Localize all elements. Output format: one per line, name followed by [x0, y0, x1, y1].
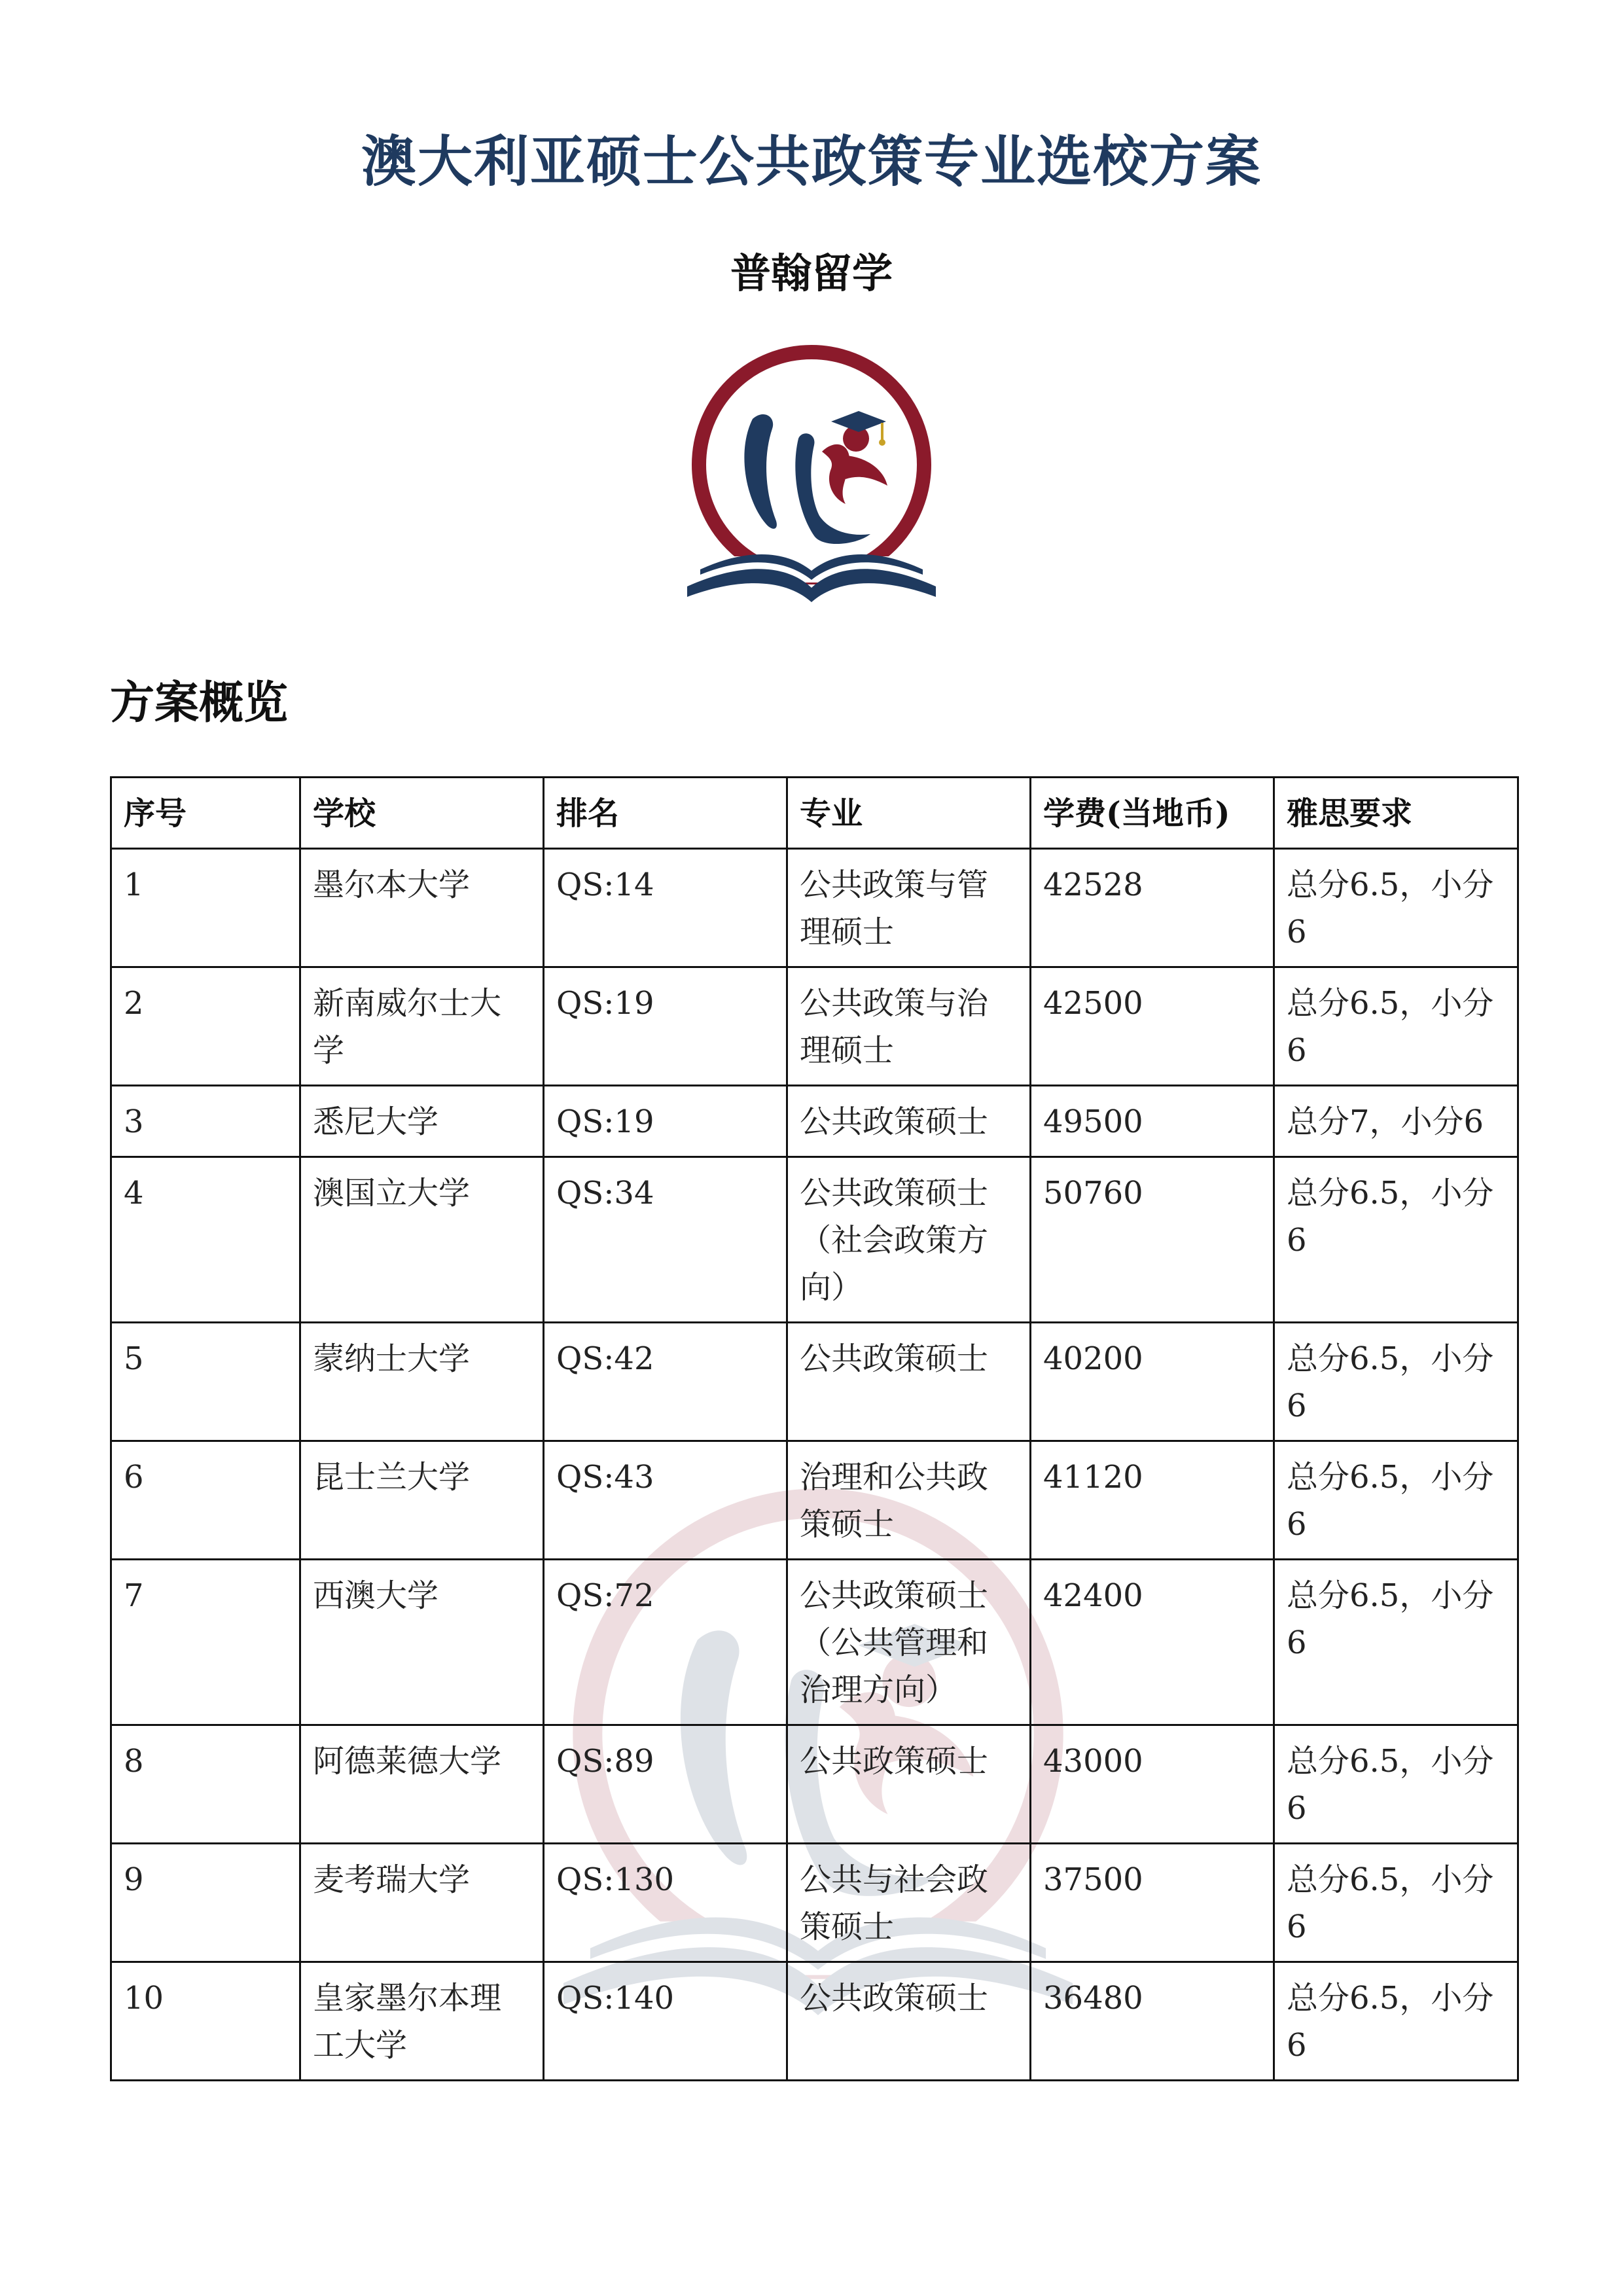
- cell-index: 5: [111, 1323, 300, 1441]
- cell-major: 公共政策硕士（社会政策方向）: [787, 1157, 1031, 1323]
- cell-ranking: QS:19: [544, 967, 787, 1086]
- cell-tuition: 42528: [1031, 849, 1274, 967]
- cell-index: 8: [111, 1725, 300, 1844]
- table-row: [111, 1844, 1518, 1962]
- cell-school: 西澳大学: [300, 1560, 544, 1725]
- cell-major: 公共政策硕士: [787, 1962, 1031, 2081]
- cell-index: 9: [111, 1844, 300, 1962]
- cell-ielts: 总分6.5，小分6: [1274, 1844, 1518, 1962]
- cell-index: 2: [111, 967, 300, 1086]
- header-ielts: 雅思要求: [1274, 778, 1518, 849]
- header-major: 专业: [787, 778, 1031, 849]
- cell-ranking: QS:19: [544, 1086, 787, 1157]
- cell-major: 公共政策硕士: [787, 1323, 1031, 1441]
- cell-index: 7: [111, 1560, 300, 1725]
- cell-school: 皇家墨尔本理工大学: [300, 1962, 544, 2081]
- cell-school: 阿德莱德大学: [300, 1725, 544, 1844]
- table-row: [111, 1086, 1518, 1157]
- cell-tuition: 37500: [1031, 1844, 1274, 1962]
- cell-tuition: 36480: [1031, 1962, 1274, 2081]
- table-row: [111, 1441, 1518, 1560]
- cell-major: 治理和公共政策硕士: [787, 1441, 1031, 1560]
- cell-major: 公共政策硕士: [787, 1725, 1031, 1844]
- school-logo-icon: [674, 340, 949, 615]
- table-row: [111, 849, 1518, 967]
- cell-school: 墨尔本大学: [300, 849, 544, 967]
- cell-ielts: 总分6.5，小分6: [1274, 1560, 1518, 1725]
- cell-tuition: 42500: [1031, 967, 1274, 1086]
- header-tuition: 学费(当地币): [1031, 778, 1274, 849]
- table-row: [111, 1560, 1518, 1725]
- cell-ielts: 总分7，小分6: [1274, 1086, 1518, 1157]
- cell-school: 新南威尔士大学: [300, 967, 544, 1086]
- table-row: [111, 1157, 1518, 1323]
- cell-ranking: QS:34: [544, 1157, 787, 1323]
- table-row: [111, 1962, 1518, 2081]
- cell-tuition: 49500: [1031, 1086, 1274, 1157]
- cell-school: 悉尼大学: [300, 1086, 544, 1157]
- cell-index: 10: [111, 1962, 300, 2081]
- cell-ielts: 总分6.5，小分6: [1274, 1962, 1518, 2081]
- header-school: 学校: [300, 778, 544, 849]
- cell-tuition: 43000: [1031, 1725, 1274, 1844]
- cell-major: 公共政策硕士: [787, 1086, 1031, 1157]
- cell-tuition: 40200: [1031, 1323, 1274, 1441]
- table-row: [111, 1725, 1518, 1844]
- cell-school: 昆士兰大学: [300, 1441, 544, 1560]
- cell-major: 公共政策与治理硕士: [787, 967, 1031, 1086]
- cell-ranking: QS:130: [544, 1844, 787, 1962]
- cell-ielts: 总分6.5，小分6: [1274, 967, 1518, 1086]
- cell-school: 蒙纳士大学: [300, 1323, 544, 1441]
- cell-index: 4: [111, 1157, 300, 1323]
- cell-tuition: 41120: [1031, 1441, 1274, 1560]
- table-header-row: [111, 778, 1518, 849]
- header-ranking: 排名: [544, 778, 787, 849]
- document-subtitle: 普翰留学: [730, 249, 893, 297]
- cell-ranking: QS:140: [544, 1962, 787, 2081]
- cell-ranking: QS:72: [544, 1560, 787, 1725]
- cell-ielts: 总分6.5，小分6: [1274, 1725, 1518, 1844]
- cell-ranking: QS:43: [544, 1441, 787, 1560]
- document-title: 澳大利亚硕士公共政策专业选校方案: [361, 129, 1262, 194]
- cell-ranking: QS:42: [544, 1323, 787, 1441]
- cell-major: 公共政策与管理硕士: [787, 849, 1031, 967]
- cell-ielts: 总分6.5，小分6: [1274, 1323, 1518, 1441]
- cell-ielts: 总分6.5，小分6: [1274, 1441, 1518, 1560]
- cell-major: 公共与社会政策硕士: [787, 1844, 1031, 1962]
- cell-index: 1: [111, 849, 300, 967]
- table-row: [111, 967, 1518, 1086]
- overview-table: [110, 776, 1519, 2081]
- cell-school: 澳国立大学: [300, 1157, 544, 1323]
- cell-school: 麦考瑞大学: [300, 1844, 544, 1962]
- cell-ranking: QS:14: [544, 849, 787, 967]
- cell-major: 公共政策硕士（公共管理和治理方向）: [787, 1560, 1031, 1725]
- cell-ranking: QS:89: [544, 1725, 787, 1844]
- cell-tuition: 50760: [1031, 1157, 1274, 1323]
- cell-ielts: 总分6.5，小分6: [1274, 849, 1518, 967]
- cell-index: 6: [111, 1441, 300, 1560]
- header-index: 序号: [111, 778, 300, 849]
- table-row: [111, 1323, 1518, 1441]
- cell-index: 3: [111, 1086, 300, 1157]
- cell-tuition: 42400: [1031, 1560, 1274, 1725]
- section-heading: 方案概览: [110, 677, 289, 729]
- cell-ielts: 总分6.5，小分6: [1274, 1157, 1518, 1323]
